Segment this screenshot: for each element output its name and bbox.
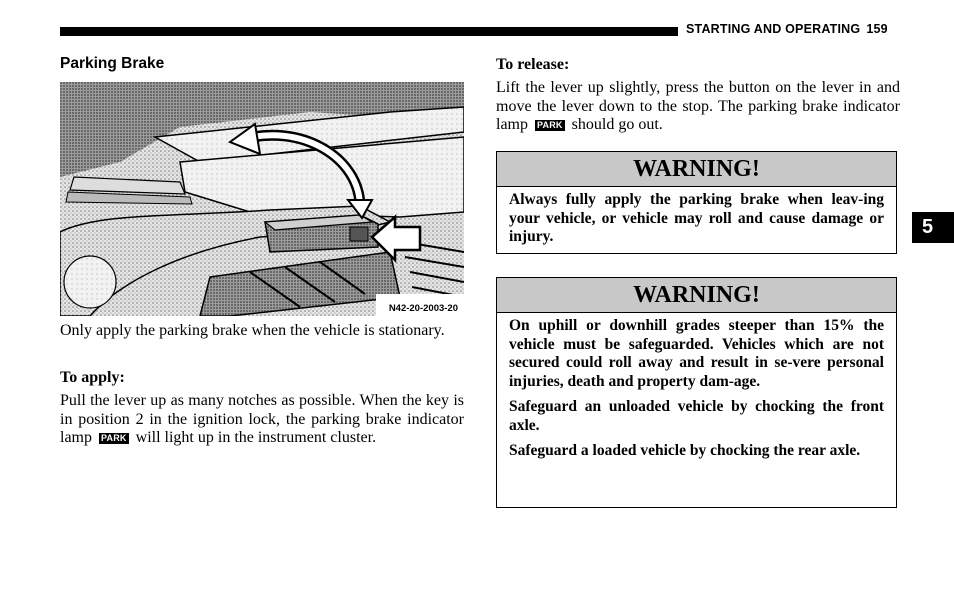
warning-title: WARNING! [497, 152, 896, 187]
stationary-note: Only apply the parking brake when the vehicle is stationary. [60, 322, 445, 339]
warning-paragraph: On uphill or downhill grades steeper than 15% the vehicle must be safeguarded. Vehicles which are not secured could roll away and result in se-vere personal injuries, death and property dam-age. [509, 317, 884, 390]
park-indicator-icon: PARK [101, 432, 127, 443]
warning-title: WARNING! [497, 278, 896, 313]
release-text [496, 79, 900, 135]
apply-heading: To apply: [60, 369, 125, 386]
park-indicator-icon: PARK [537, 119, 563, 130]
warning-body [497, 313, 896, 461]
warning-box-1 [496, 151, 897, 254]
section-name: STARTING AND OPERATING [686, 22, 861, 36]
release-text-after: should go out. [571, 116, 663, 133]
header-rule [60, 27, 678, 36]
warning-box-2 [496, 277, 897, 508]
apply-text-before: Pull the lever up as many notches as possible. When the key is in position 2 in the ignition lock, the parking brake indicator lamp [60, 392, 464, 446]
release-heading: To release: [496, 56, 570, 73]
apply-text-after: will light up in the instrument cluster. [135, 429, 377, 446]
parking-brake-figure [60, 82, 464, 316]
figure-code: N42-20-2003-20 [388, 303, 458, 314]
warning-paragraph: Safeguard a loaded vehicle by chocking the rear axle. [509, 442, 861, 459]
chapter-tab: 5 [912, 212, 954, 243]
warning-paragraph: Safeguard an unloaded vehicle by chocking the front axle. [509, 398, 884, 434]
apply-text [60, 392, 464, 448]
warning-text: Always fully apply the parking brake when leav-ing your vehicle, or vehicle may roll and cause damage or injury. [509, 191, 884, 245]
warning-body [497, 187, 896, 247]
release-text-before: Lift the lever up slightly, press the button on the lever in and move the lever down to the stop. The parking brake indicator lamp [496, 79, 900, 133]
section-title: Parking Brake [60, 55, 165, 72]
running-header [686, 22, 888, 36]
page-number: 159 [866, 22, 888, 36]
